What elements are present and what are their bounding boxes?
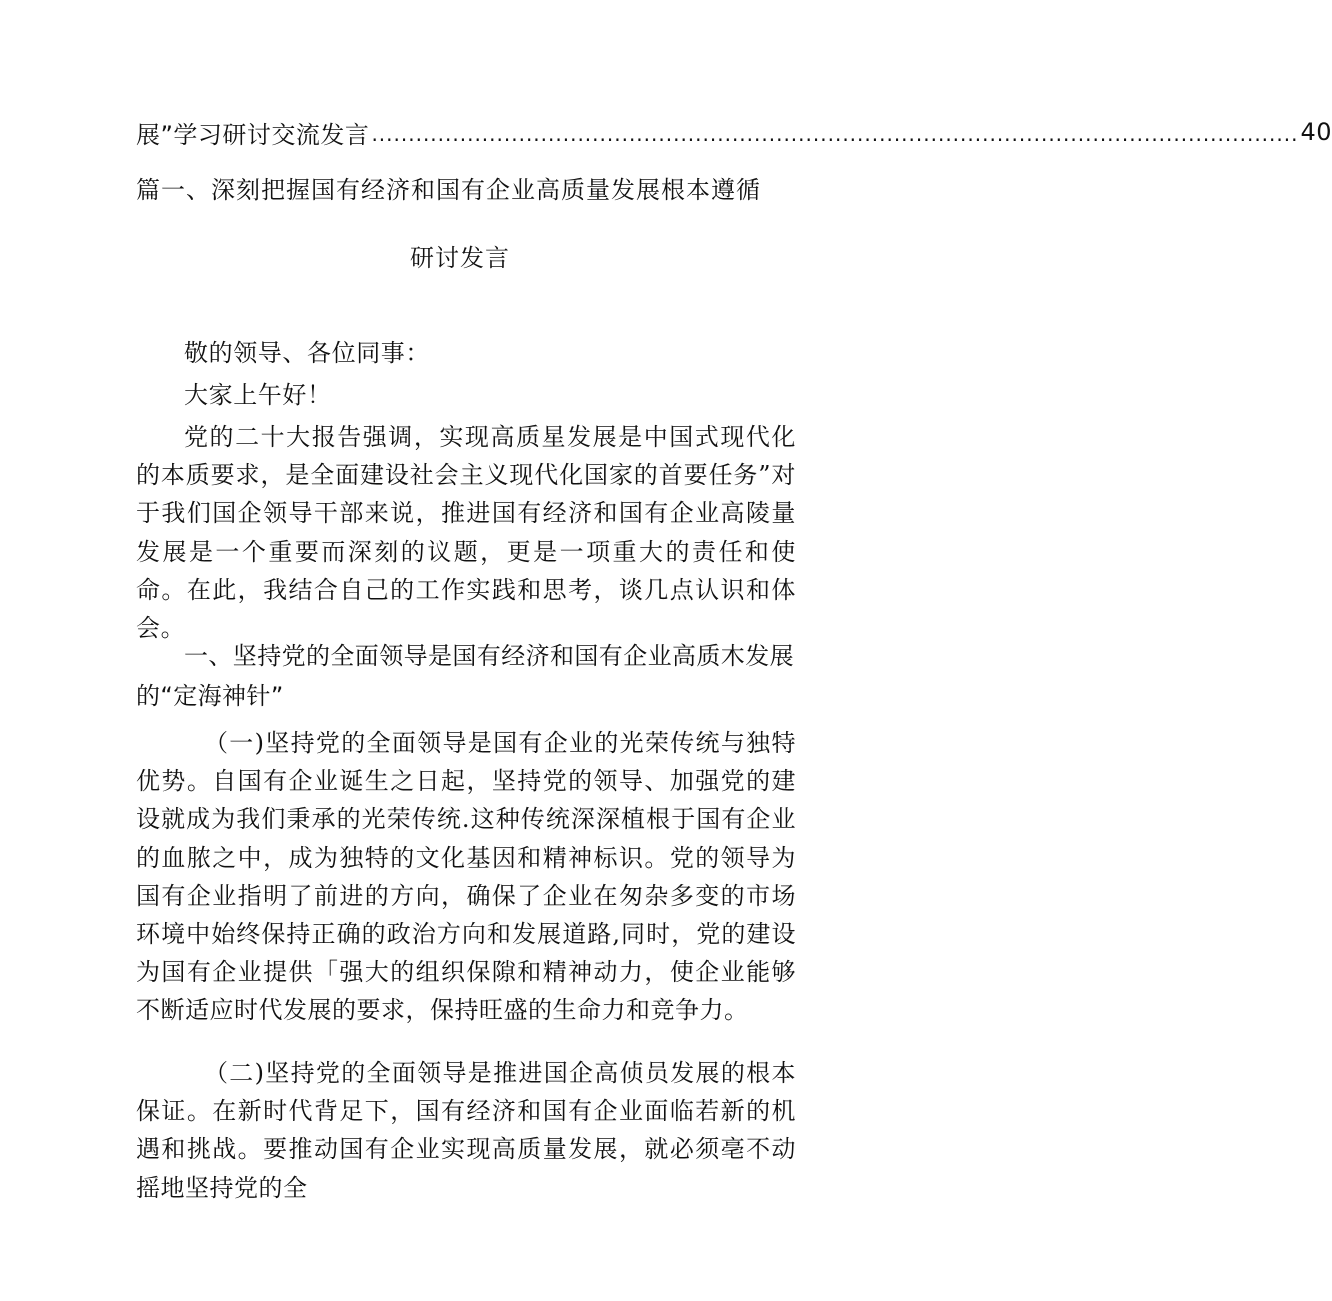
subsection-paragraph-1: （一)坚持党的全面领导是国有企业的光荣传统与独特优势。自国有企业诞生之日起，坚持党的领导、加强党的建设就成为我们秉承的光荣传统.这种传统深深植根于国有企业的血脓之中，成为独特的文化基因和精神标识。党的领导为国有企业指明了前进的方向，确保了企业在匆杂多变的市场环境中始终保持正确的政治方向和发展道路,同时，党的建设为国有企业提供「强大的组织保隙和精神动力，使企业能够不断适应时代发展的要求，保持旺盛的生命力和竞争力。	[136, 729, 796, 1025]
toc-entry[interactable]	[136, 112, 1332, 152]
article-title-line1: 篇一、深刻把握国有经济和国有企业高质量发展根本遵循	[136, 176, 761, 204]
section-heading-1: 一、坚持党的全面领导是国有经济和国有企业高质木发展的“定海神针”	[136, 642, 794, 710]
salutation: 敬的领导、各位同事：	[184, 339, 430, 367]
toc-entry-title: 展”学习研讨交流发言	[136, 120, 370, 149]
greeting-hello: 大家上午好！	[184, 381, 332, 409]
article-title-line2: 研讨发言	[410, 244, 510, 272]
toc-page-number: 40	[1300, 118, 1332, 146]
subsection-paragraph-2: （二)坚持党的全面领导是推进国企高侦员发展的根本保证。在新时代背足下，国有经济和国有企业面临若新的机遇和挑战。要推动国有企业实现高质量发展，就必须亳不动摇地坚持党的全	[136, 1059, 796, 1202]
toc-leader-dots: ..............................................................................................................................	[371, 122, 1299, 146]
intro-paragraph: 党的二十大报告强调，实现高质星发展是中国式现代化的本质要求，是全面建设社会主义现代化国家的首要任务”对于我们国企领导干部来说，推进国有经济和国有企业高陵量发展是一个重要而深刻的议题，更是一项重大的责任和使命。在此，我结合自己的工作实践和思考，谈几点认识和体会。	[136, 423, 796, 643]
